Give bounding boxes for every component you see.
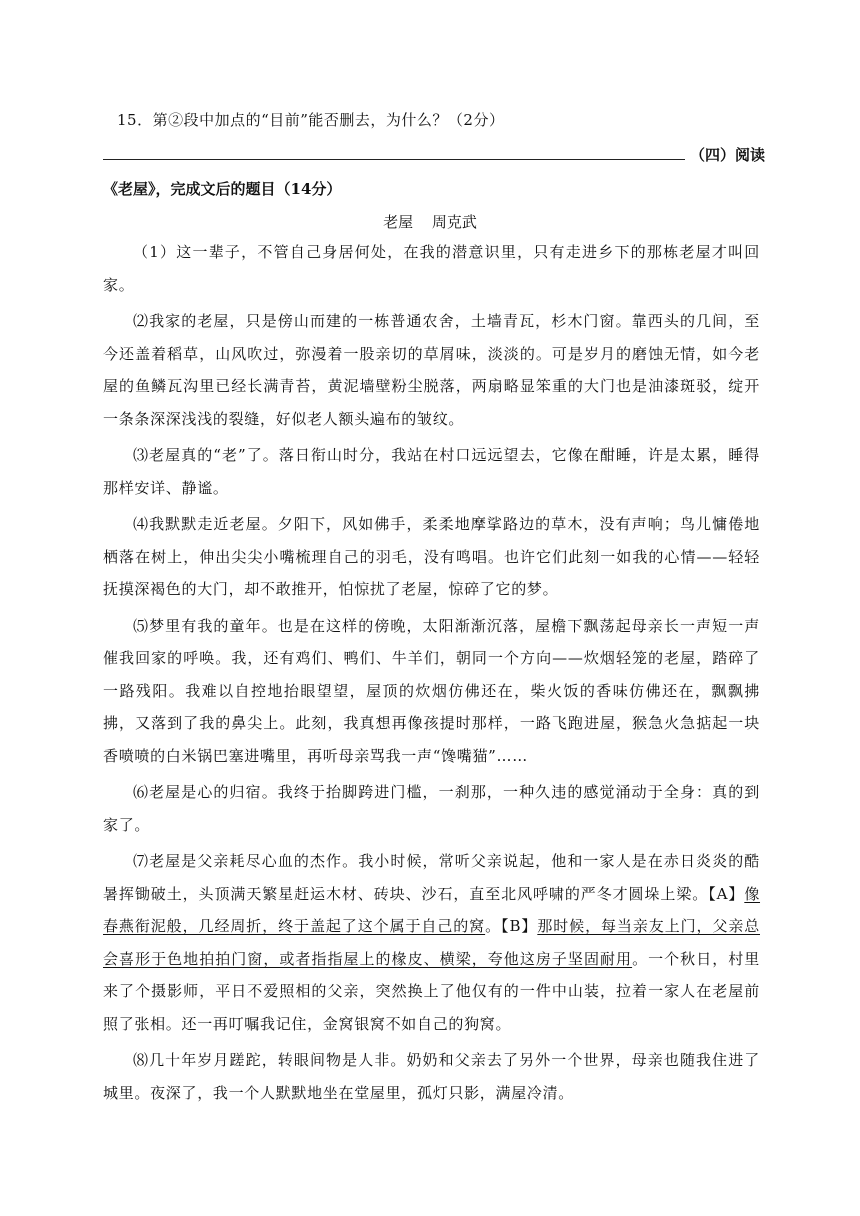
section-heading: （四）阅读 bbox=[690, 146, 766, 164]
paragraph-1: （1）这一辈子，不管自己身居何处，在我的潜意识里，只有走进乡下的那栋老屋才叫回家。 bbox=[103, 243, 760, 294]
question-15: 15．第②段中加点的“目前”能否删去，为什么？（2分） bbox=[117, 111, 505, 129]
answer-line bbox=[103, 159, 685, 160]
section-instruction: 《老屋》，完成文后的题目（14分） bbox=[103, 180, 342, 198]
paragraph-2: ⑵我家的老屋，只是傍山而建的一栋普通农舍，土墙青瓦，杉木门窗。靠西头的几间，至今还盖着稻草，山风吹过，弥漫着一股亲切的草屑味，淡淡的。可是岁月的磨蚀无情，如今老屋的鱼鳞瓦沟里已经长满青苔，黄泥墙壁粉尘脱落，两扇略显笨重的大门也是油漆斑驳，绽开一条条深深浅浅的裂缝，好似老人额头遍布的皱纹。 bbox=[103, 312, 760, 428]
marker-b: 【B】 bbox=[501, 917, 538, 935]
paragraph-8: ⑻几十年岁月蹉跎，转眼间物是人非。奶奶和父亲去了另外一个世界，母亲也随我住进了城里。夜深了，我一个人默默地坐在堂屋里，孤灯只影，满屋冷清。 bbox=[103, 1051, 760, 1102]
article-title bbox=[0, 211, 860, 232]
paragraph-6: ⑹老屋是心的归宿。我终于抬脚跨进门槛，一刹那，一种久违的感觉涌动于全身：真的到家了。 bbox=[103, 783, 760, 834]
paragraph-4: ⑷我默默走近老屋。夕阳下，风如佛手，柔柔地摩挲路边的草木，没有声响；鸟儿慵倦地栖落在树上，伸出尖尖小嘴梳理自己的羽毛，没有鸣唱。也许它们此刻一如我的心情——轻轻抚摸深褐色的大门，却不敢推开，怕惊扰了老屋，惊碎了它的梦。 bbox=[103, 515, 760, 598]
article-body bbox=[103, 236, 760, 1113]
paragraph-3: ⑶老屋真的“老”了。落日衔山时分，我站在村口远远望去，它像在酣睡，许是太累，睡得那样安详、静谧。 bbox=[103, 446, 760, 497]
paragraph-7-rest: 。一个秋日，村里来了个摄影师，平日不爱照相的父亲，突然换上了他仅有的一件中山装，拉着一家人在老屋前照了张相。还一再叮嘱我记住，金窝银窝不如自己的狗窝。 bbox=[103, 949, 760, 1033]
underlined-sentence-b: 那时候，每当亲友上门，父亲总会喜形于色地拍拍门窗，或者指指屋上的椽皮、横梁，夸他这房子坚固耐用 bbox=[103, 917, 760, 968]
paragraph-7 bbox=[103, 845, 760, 1040]
marker-a: 【A】 bbox=[708, 884, 745, 903]
underlined-sentence-a: 像春燕衔泥般，几经周折，终于盖起了这个属于自己的窝 bbox=[103, 884, 761, 935]
author-name: 周克武 bbox=[431, 213, 477, 231]
title-text: 老屋 bbox=[383, 213, 414, 231]
paragraph-7-text: ⑺老屋是父亲耗尽心血的杰作。我小时候，常听父亲说起，他和一家人是在赤日炎炎的酷暑挥锄破土，头顶满天繁星赶运木材、砖块、沙石，直至北风呼啸的严冬才圆垛上梁。 bbox=[103, 852, 760, 903]
paragraph-5: ⑸梦里有我的童年。也是在这样的傍晚，太阳渐渐沉落，屋檐下飘荡起母亲长一声短一声催我回家的呼唤。我，还有鸡们、鸭们、牛羊们，朝同一个方向——炊烟轻笼的老屋，踏碎了一路残阳。我难以自控地抬眼望望，屋顶的炊烟仿佛还在，柴火饭的香味仿佛还在，飘飘拂拂，又落到了我的鼻尖上。此刻，我真想再像孩提时那样，一路飞跑进屋，猴急火急掂起一块香喷喷的白米锅巴塞进嘴里，再听母亲骂我一声“馋嘴猫”…… bbox=[103, 616, 760, 765]
paragraph-7-punct: 。 bbox=[485, 917, 502, 935]
